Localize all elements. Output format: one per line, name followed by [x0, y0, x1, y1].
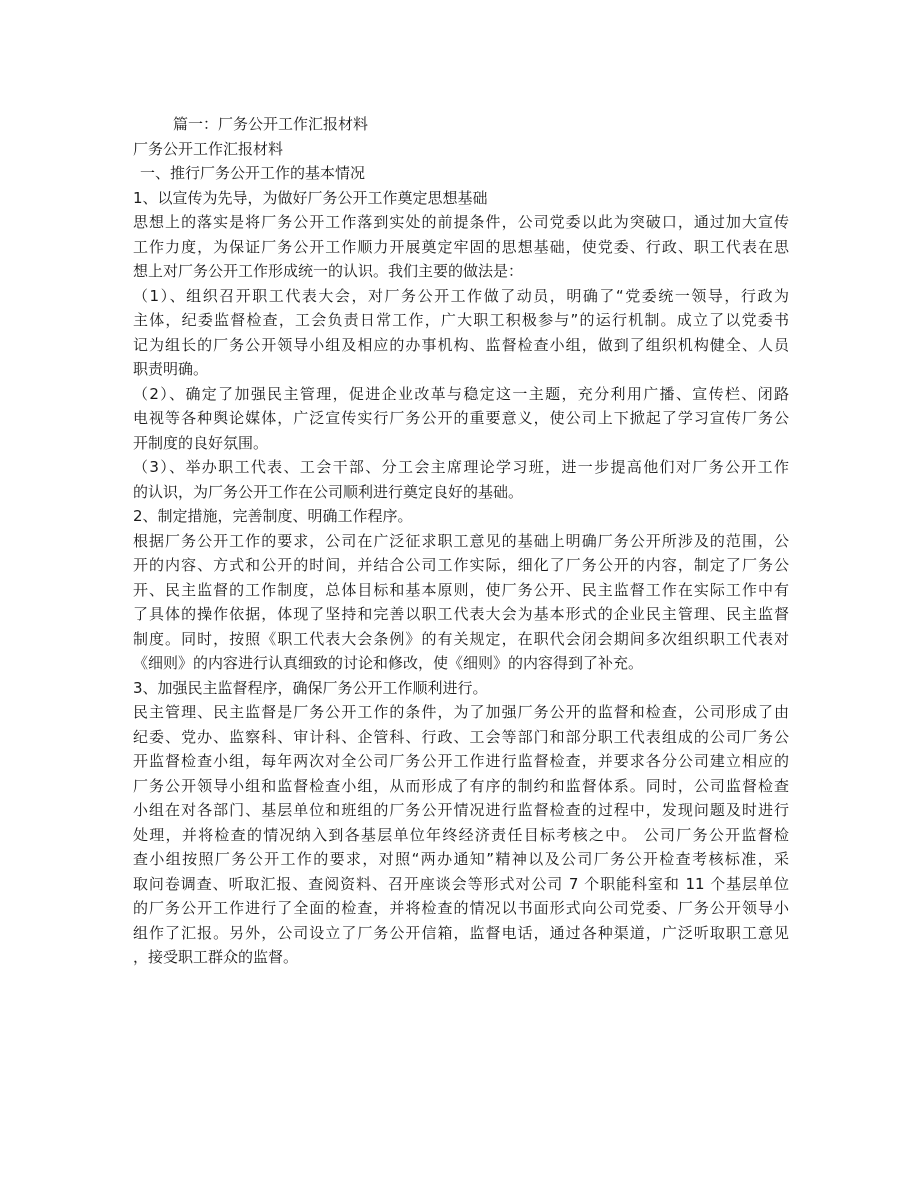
text-line: （3）、举办职工代表、工会干部、分工会主席理论学习班，进一步提高他们对厂务公开工作: [133, 458, 789, 476]
text-line: 取问卷调查、听取汇报、查阅资料、召开座谈会等形式对公司 7 个职能科室和 11 个基层单位: [133, 874, 789, 893]
text-line: 开制度的良好氛围。: [133, 433, 269, 452]
paragraph-block: [133, 186, 789, 970]
text-line: 的厂务公开工作进行了全面的检查，并将检查的情况以书面形式向公司党委、厂务公开领导小: [133, 899, 789, 917]
section-heading: 一、推行厂务公开工作的基本情况: [140, 164, 366, 182]
text-line: 《细则》的内容进行认真细致的讨论和修改，使《细则》的内容得到了补充。: [133, 654, 644, 672]
text-line: 2、制定措施，完善制度、明确工作程序。: [133, 507, 413, 525]
text-line: 处理，并将检查的情况纳入到各基层单位年终经济责任目标考核之中。 公司厂务公开监督检: [133, 825, 789, 844]
text-line: 想上对厂务公开工作形成统一的认识。我们主要的做法是：: [133, 262, 524, 280]
text-line: 民主管理、民主监督是厂务公开工作的条件，为了加强厂务公开的监督和检查，公司形成了由: [133, 703, 789, 721]
text-line: 开、民主监督的工作制度，总体目标和基本原则，使厂务公开、民主监督工作在实际工作中有: [133, 580, 789, 599]
text-line: 开的内容、方式和公开的时间，并结合公司工作实际，细化了厂务公开的内容，制定了厂务公: [133, 556, 789, 574]
text-line: 1、以宣传为先导，为做好厂务公开工作奠定思想基础: [133, 188, 488, 207]
text-line: 主体，纪委监督检查，工会负责日常工作，广大职工积极参与”的运行机制。成立了以党委书: [133, 311, 789, 329]
text-line: 职责明确。: [133, 360, 209, 378]
text-line: 3、加强民主监督程序，确保厂务公开工作顺利进行。: [133, 678, 488, 697]
text-line: 的认识，为厂务公开工作在公司顺利进行奠定良好的基础。: [133, 482, 524, 501]
text-line: 纪委、党办、监察科、审计科、企管科、行政、工会等部门和部分职工代表组成的公司厂务公: [133, 727, 789, 746]
text-line: 工作力度，为保证厂务公开工作顺力开展奠定牢固的思想基础，使党委、行政、职工代表在思: [133, 237, 789, 256]
text-line: 记为组长的厂务公开领导小组及相应的办事机构、监督检查小组，做到了组织机构健全、人员: [133, 335, 789, 354]
text-line: ，接受职工群众的监督。: [133, 948, 299, 966]
text-line: 厂务公开领导小组和监督检查小组，从而形成了有序的制约和监督体系。同时，公司监督检查: [133, 776, 789, 795]
text-line: 电视等各种舆论媒体，广泛宣传实行厂务公开的重要意义，使公司上下掀起了学习宣传厂务公: [133, 409, 789, 427]
text-line: （1）、组织召开职工代表大会，对厂务公开工作做了动员，明确了“党委统一领导，行政为: [133, 286, 789, 305]
text-line: 查小组按照厂务公开工作的要求，对照“两办通知”精神以及公司厂务公开检查考核标准，采: [133, 850, 789, 868]
text-line: 思想上的落实是将厂务公开工作落到实处的前提条件，公司党委以此为突破口，通过加大宣传: [133, 213, 789, 231]
document-subtitle: 厂务公开工作汇报材料: [133, 139, 284, 158]
document-title: 篇一：厂务公开工作汇报材料: [173, 115, 369, 133]
text-line: 小组在对各部门、基层单位和班组的厂务公开情况进行监督检查的过程中，发现问题及时进行: [133, 801, 789, 819]
text-line: 制度。同时，按照《职工代表大会条例》的有关规定，在职代会闭会期间多次组织职工代表对: [133, 629, 789, 648]
text-line: 了具体的操作依据，体现了坚持和完善以职工代表大会为基本形式的企业民主管理、民主监督: [133, 605, 789, 623]
document-body: [133, 112, 789, 970]
text-line: 开监督检查小组，每年两次对全公司厂务公开工作进行监督检查，并要求各分公司建立相应的: [133, 752, 789, 770]
text-line: 根据厂务公开工作的要求，公司在广泛征求职工意见的基础上明确厂务公开所涉及的范围，公: [133, 531, 789, 550]
text-line: （2）、确定了加强民主管理，促进企业改革与稳定这一主题，充分利用广播、宣传栏、闭路: [133, 384, 789, 403]
text-line: 组作了汇报。另外，公司设立了厂务公开信箱，监督电话，通过各种渠道，广泛听取职工意见: [133, 923, 789, 942]
